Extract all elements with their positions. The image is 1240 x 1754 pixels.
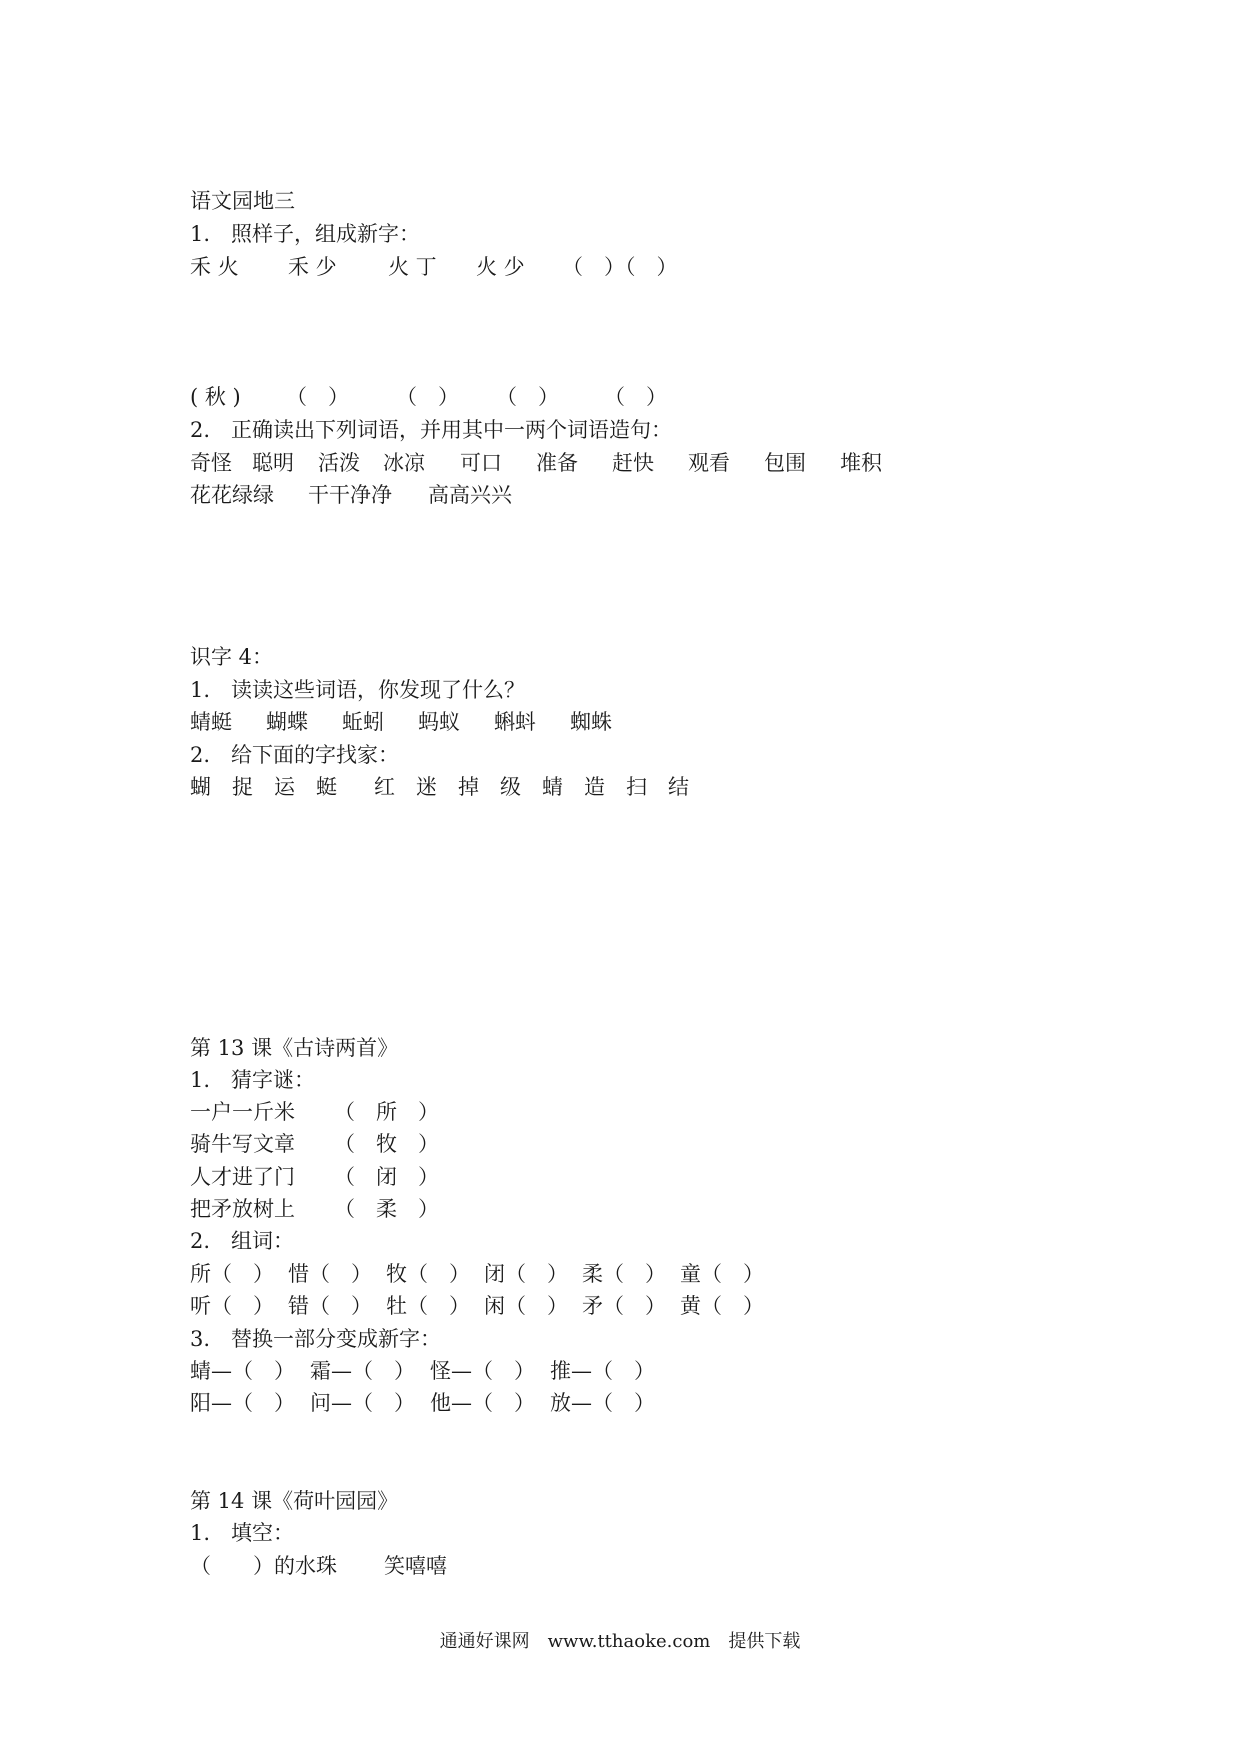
replace-blank: 他—（ ） — [430, 1391, 535, 1415]
word-blank: 童（ ） — [680, 1262, 764, 1286]
word: 活泼 — [318, 451, 360, 475]
riddle-answer: （ 闭 ） — [334, 1165, 439, 1189]
word: 赶快 — [612, 451, 654, 475]
section-title: 语文园地三 — [190, 189, 295, 213]
fill-blank: （ ）的水珠 — [190, 1554, 337, 1578]
question: 1. 猜字谜： — [190, 1068, 316, 1092]
replace-blank: 阳—（ ） — [190, 1391, 295, 1415]
word: 干干净净 — [308, 483, 392, 507]
replace-blank: 问—（ ） — [310, 1391, 415, 1415]
char-pair: 禾 少 — [288, 255, 337, 279]
word: 蜻蜓 — [190, 710, 232, 734]
word: 蝌蚪 — [494, 710, 536, 734]
word-blank: 听（ ） — [190, 1294, 274, 1318]
word-blank: 闭（ ） — [484, 1262, 568, 1286]
fill-word: 笑嘻嘻 — [384, 1554, 447, 1578]
char: 蜓 — [316, 775, 337, 799]
word: 聪明 — [252, 451, 294, 475]
word-blank: 黄（ ） — [680, 1294, 764, 1318]
char: 红 — [374, 775, 395, 799]
riddle-answer: （ 所 ） — [334, 1100, 439, 1124]
question: 2. 组词： — [190, 1229, 295, 1253]
answer-blank: （ ） — [286, 385, 349, 409]
word-blank: 惜（ ） — [288, 1262, 372, 1286]
char-pair: 火 丁 — [388, 255, 437, 279]
replace-blank: 蜻—（ ） — [190, 1359, 295, 1383]
word: 蜘蛛 — [570, 710, 612, 734]
word-blank: 牧（ ） — [386, 1262, 470, 1286]
riddle-answer: （ 柔 ） — [334, 1197, 439, 1221]
char-pair: 火 少 — [476, 255, 525, 279]
section-title: 第 13 课《古诗两首》 — [190, 1036, 399, 1060]
answer-blank: （ ） — [604, 385, 667, 409]
word: 可口 — [460, 451, 502, 475]
char: 捉 — [232, 775, 253, 799]
word-blank: 柔（ ） — [582, 1262, 666, 1286]
char: 蜻 — [542, 775, 563, 799]
riddle-clue: 骑牛写文章 — [190, 1132, 295, 1156]
question: 1. 填空： — [190, 1521, 295, 1545]
page-footer: 通通好课网 www.tthaoke.com 提供下载 — [439, 1631, 801, 1652]
replace-blank: 霜—（ ） — [310, 1359, 415, 1383]
char: 迷 — [416, 775, 437, 799]
riddle-clue: 一户一斤米 — [190, 1100, 295, 1124]
word: 堆积 — [840, 451, 882, 475]
char: 掉 — [458, 775, 479, 799]
section-title: 识字 4： — [190, 645, 274, 669]
word: 奇怪 — [190, 451, 232, 475]
char: 蝴 — [190, 775, 211, 799]
word: 高高兴兴 — [428, 483, 512, 507]
riddle-answer: （ 牧 ） — [334, 1132, 439, 1156]
char-pair: 禾 火 — [190, 255, 239, 279]
word-blank: 错（ ） — [288, 1294, 372, 1318]
word: 准备 — [536, 451, 578, 475]
char: 造 — [584, 775, 605, 799]
char: 运 — [274, 775, 295, 799]
word: 花花绿绿 — [190, 483, 274, 507]
replace-blank: 放—（ ） — [550, 1391, 655, 1415]
char-pair: （ ）（ ） — [562, 255, 678, 279]
word-blank: 牡（ ） — [386, 1294, 470, 1318]
replace-blank: 怪—（ ） — [430, 1359, 535, 1383]
word: 观看 — [688, 451, 730, 475]
word: 蚂蚁 — [418, 710, 460, 734]
question: 1. 读读这些词语，你发现了什么？ — [190, 678, 526, 702]
word: 包围 — [764, 451, 806, 475]
word-blank: 所（ ） — [190, 1262, 274, 1286]
answer-blank: （ ） — [396, 385, 459, 409]
question: 1. 照样子，组成新字： — [190, 222, 421, 246]
section-title: 第 14 课《荷叶园园》 — [190, 1489, 399, 1513]
answer-blank: （ ） — [496, 385, 559, 409]
riddle-clue: 人才进了门 — [190, 1165, 295, 1189]
char: 扫 — [626, 775, 647, 799]
word: 蚯蚓 — [342, 710, 384, 734]
riddle-clue: 把矛放树上 — [190, 1197, 295, 1221]
word-blank: 矛（ ） — [582, 1294, 666, 1318]
question: 3. 替换一部分变成新字： — [190, 1327, 442, 1351]
char: 结 — [668, 775, 689, 799]
question: 2. 给下面的字找家： — [190, 743, 400, 767]
word: 蝴蝶 — [266, 710, 308, 734]
answer-blank: ( 秋 ) — [190, 385, 241, 409]
word: 冰凉 — [383, 451, 425, 475]
replace-blank: 推—（ ） — [550, 1359, 655, 1383]
char: 级 — [500, 775, 521, 799]
question: 2. 正确读出下列词语，并用其中一两个词语造句： — [190, 418, 673, 442]
word-blank: 闲（ ） — [484, 1294, 568, 1318]
